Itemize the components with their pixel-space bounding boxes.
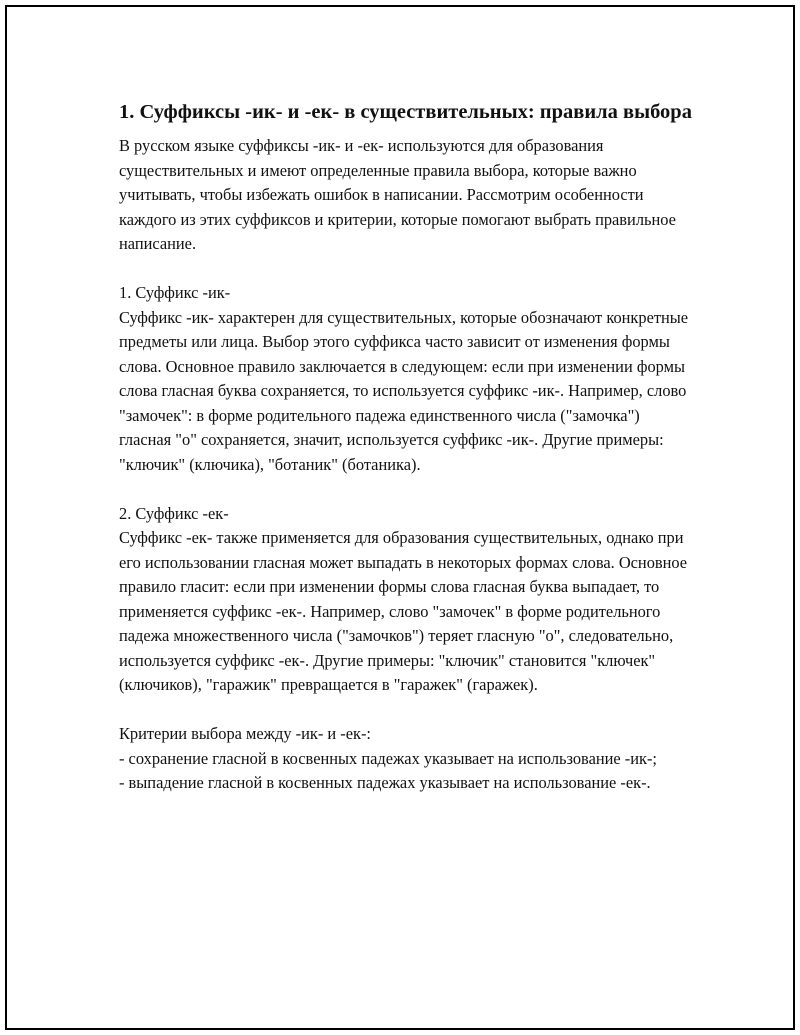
document-title: 1. Суффиксы -ик- и -ек- в существительных: правила выбора	[119, 101, 692, 123]
section2-heading: 2. Суффикс -ек-	[119, 503, 229, 523]
document-content	[119, 99, 695, 796]
page-frame	[5, 5, 795, 1030]
criteria-item: - сохранение гласной в косвенных падежах указывает на использование -ик-;	[119, 748, 657, 768]
section1-heading: 1. Суффикс -ик-	[119, 283, 231, 302]
criteria-item: - выпадение гласной в косвенных падежах указывает на использование -ек-.	[119, 773, 651, 792]
paragraph-gap	[119, 477, 695, 502]
section2-body: Суффикс -ек- также применяется для образования существительных, однако при его использовании гласная может выпадать в некоторых формах слова. Основное правило гласит: если при изменении формы слова гласная буква выпадает, то применяется суффикс -ек-. Например, слово "замочек" в форме родительного падежа множественного числа ("замочков") теряет гласную "о", следовательно, используется суффикс -ек-. Другие примеры: "ключик" становится "ключек" (ключиков), "гаражик" превращается в "гаражек" (гаражек).	[119, 528, 688, 694]
section1-body: Суффикс -ик- характерен для существительных, которые обозначают конкретные предметы или лица. Выбор этого суффикса часто зависит от изменения формы слова. Основное правило заключается в следующем: если при изменении формы слова гласная буква сохраняется, то используется суффикс -ик-. Например, слово "замочек": в форме родительного падежа единственного числа ("замочка") гласная "о" сохраняется, значит, используется суффикс -ик-. Другие примеры: "ключик" (ключика), "ботаник" (ботаника).	[119, 307, 689, 474]
intro-paragraph: В русском языке суффиксы -ик- и -ек- используются для образования существительных и имеют определенные правила выбора, которые важно учитывать, чтобы избежать ошибок в написании. Рассмотрим особенности каждого из этих суффиксов и критерии, которые помогают выбрать правильное написание.	[119, 136, 676, 253]
criteria-heading: Критерии выбора между -ик- и -ек-:	[119, 724, 371, 743]
paragraph-gap	[119, 257, 695, 282]
paragraph-gap	[119, 698, 695, 723]
